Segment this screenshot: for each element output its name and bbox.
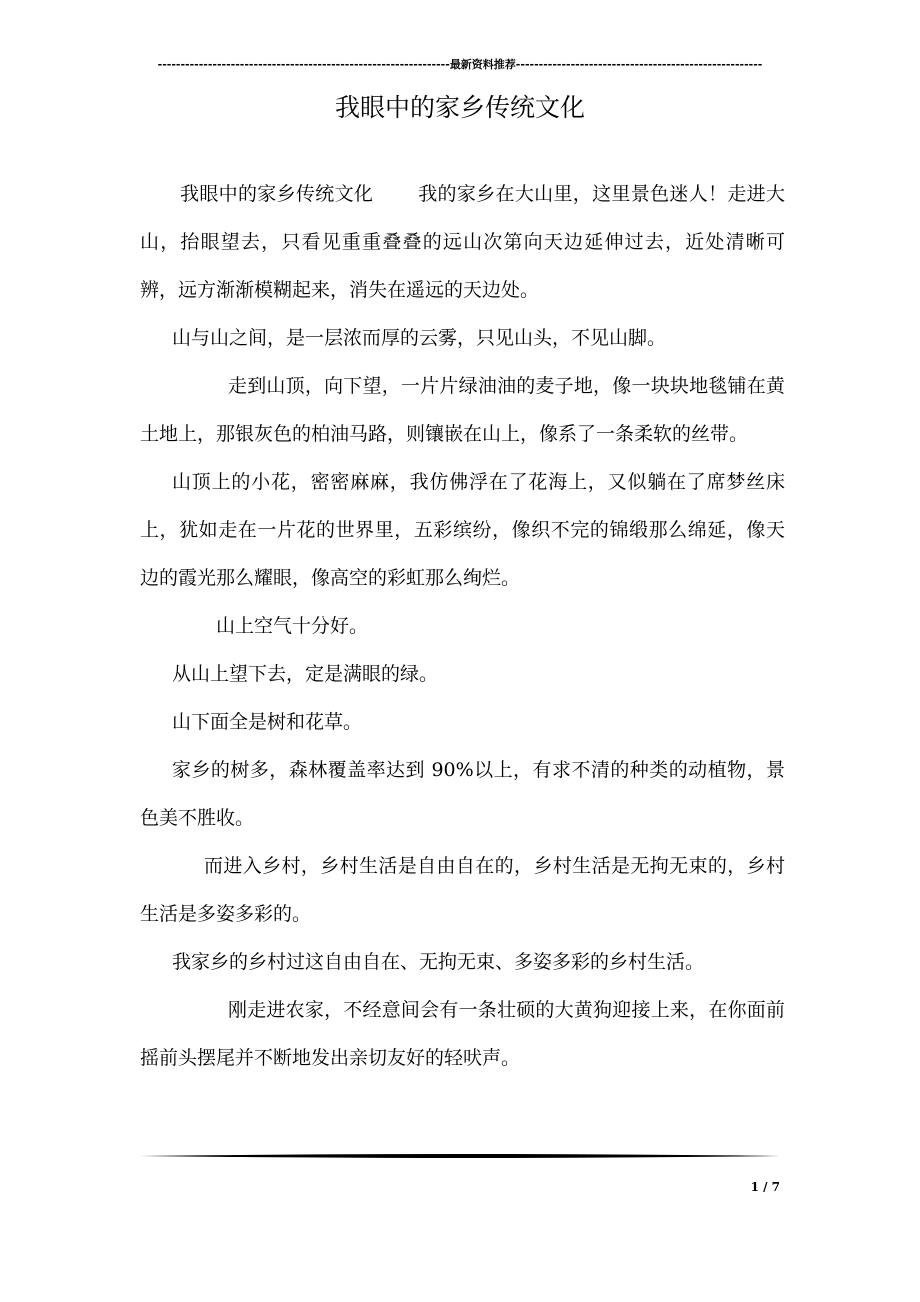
paragraph-10: 我家乡的乡村过这自由自在、无拘无束、多姿多彩的乡村生活。 [172, 951, 705, 973]
paragraph-3: 走到山顶，向下望，一片片绿油油的麦子地，像一块块地毯铺在黄土地上，那银灰色的柏油马路，则镶嵌在山上，像系了一条柔软的丝带。 [140, 375, 785, 445]
document-title: 我眼中的家乡传统文化 [334, 93, 585, 122]
page-number: 1 / 7 [750, 1180, 780, 1194]
paragraph-8: 家乡的树多，森林覆盖率达到 90%以上，有求不清的种类的动植物，景色美不胜收。 [140, 759, 785, 829]
paragraph-5: 山上空气十分好。 [216, 615, 369, 637]
paragraph-9: 而进入乡村，乡村生活是自由自在的，乡村生活是无拘无束的，乡村生活是多姿多彩的。 [140, 855, 785, 925]
paragraph-6: 从山上望下去，定是满眼的绿。 [172, 663, 439, 685]
paragraph-11: 刚走进农家，不经意间会有一条壮硕的大黄狗迎接上来，在你面前摇前头摆尾并不断地发出亲切友好的轻吠声。 [140, 999, 785, 1069]
page-header-banner: ----------------------------------------------------------------最新资料推荐------------------------------------------------------ [157, 58, 763, 71]
paragraph-1: 我眼中的家乡传统文化 我的家乡在大山里，这里景色迷人！走进大山，抬眼望去，只看见重重叠叠的远山次第向天边延伸过去，近处清晰可辨，远方渐渐模糊起来，消失在遥远的天边处。 [140, 183, 785, 301]
document-body [140, 170, 785, 1082]
paragraph-4: 山顶上的小花，密密麻麻，我仿佛浮在了花海上，又似躺在了席梦丝床上，犹如走在一片花的世界里，五彩缤纷，像织不完的锦缎那么绵延，像天边的霞光那么耀眼，像高空的彩虹那么绚烂。 [140, 471, 785, 589]
paragraph-7: 山下面全是树和花草。 [172, 711, 363, 733]
footer-divider [140, 1151, 780, 1161]
paragraph-2: 山与山之间，是一层浓而厚的云雾，只见山头，不见山脚。 [172, 327, 667, 349]
